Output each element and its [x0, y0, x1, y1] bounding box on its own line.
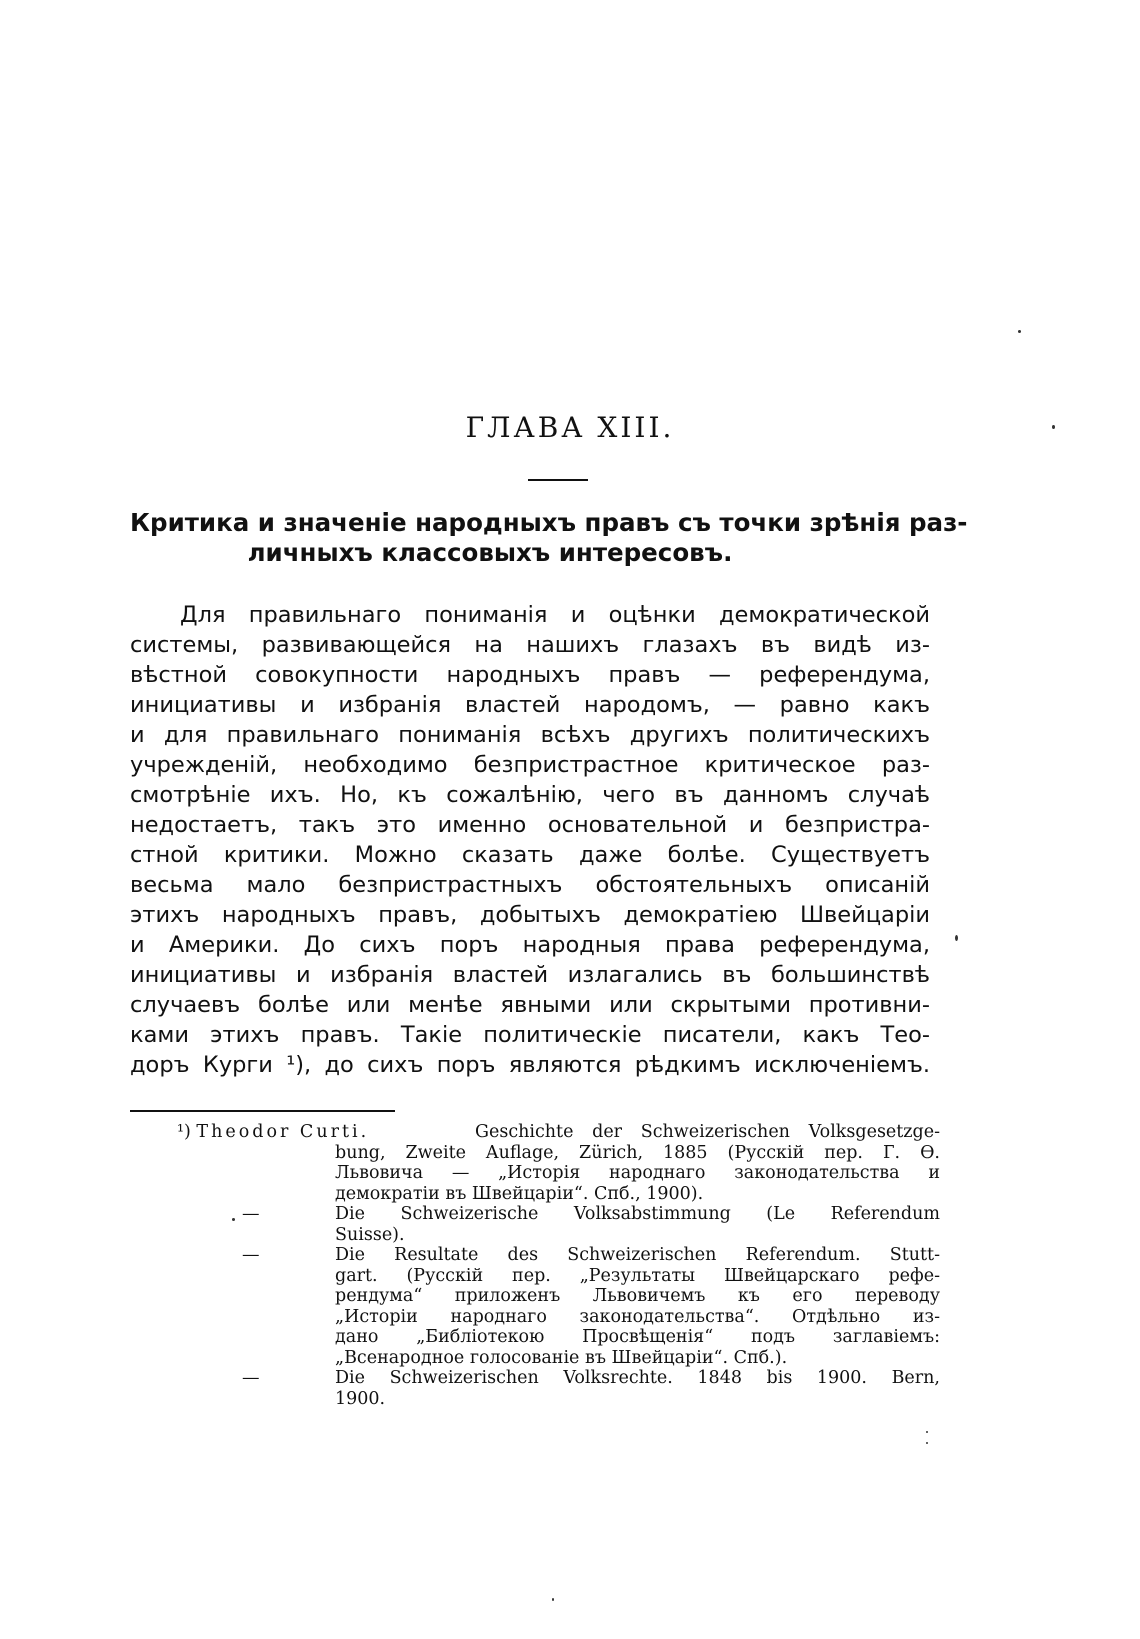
footnote-line: gart. (Русскій пер. „Результаты Швейцарскаго рефе- — [335, 1265, 940, 1286]
footnote-author: Theodor Curti. — [196, 1122, 370, 1142]
body-paragraph — [130, 600, 930, 1080]
scan-speck — [955, 935, 958, 941]
footnote-line: Suisse). — [335, 1224, 405, 1245]
footnote-dash: — — [242, 1245, 260, 1265]
footnote-text — [335, 1204, 940, 1245]
body-line: недостаетъ, такъ это именно основательной и безпристра- — [130, 812, 930, 838]
body-line: Для правильнаго пониманія и оцѣнки демократической — [180, 602, 930, 628]
body-line: доръ Курги ¹), до сихъ поръ являются рѣдкимъ исключеніемъ. — [130, 1052, 930, 1078]
footnote-line: рендума“ приложенъ Львовичемъ къ его переводу — [335, 1286, 940, 1306]
footnote-divider — [130, 1110, 395, 1112]
scan-speck — [926, 1431, 928, 1433]
scan-speck — [552, 1598, 554, 1601]
footnote-entry — [130, 1204, 940, 1245]
body-line: инициативы и избранія властей излагались въ большинствѣ — [130, 962, 930, 988]
footnote-dash: — — [242, 1204, 260, 1224]
footnote-line: Die Schweizerischen Volksrechte. 1848 bis 1900. Bern, — [335, 1368, 940, 1388]
body-line: этихъ народныхъ правъ, добытыхъ демократіею Швейцаріи — [130, 902, 930, 928]
scan-speck — [1018, 330, 1021, 333]
footnote-line: Die Resultate des Schweizerischen Referendum. Stutt- — [335, 1245, 940, 1265]
footnote-dash: — — [242, 1368, 260, 1388]
footnote-text — [335, 1245, 940, 1368]
body-line: ками этихъ правъ. Такіе политическіе писатели, какъ Тео- — [130, 1022, 930, 1048]
footnote-line: Geschichte der Schweizerischen Volksgesetzge- — [475, 1122, 940, 1142]
footnote-line: дано „Библіотекою Просвѣщенія“ подъ заглавіемъ: — [335, 1327, 940, 1347]
body-line: смотрѣніе ихъ. Но, къ сожалѣнію, чего въ данномъ случаѣ — [130, 782, 930, 808]
body-line: инициативы и избранія властей народомъ, — равно какъ — [130, 692, 930, 718]
footnote-line: „Исторіи народнаго законодательства“. Отдѣльно из- — [335, 1306, 940, 1327]
footnote-text — [335, 1143, 940, 1205]
footnote-lead — [177, 1122, 369, 1143]
heading-line-1: Критика и значеніе народныхъ правъ съ точки зрѣнія раз- — [130, 508, 968, 537]
footnote-line: 1900. — [335, 1388, 386, 1409]
body-line: и Америки. До сихъ поръ народныя права референдума, — [130, 932, 930, 958]
footnote-entry — [130, 1122, 940, 1204]
body-line: системы, развивающейся на нашихъ глазахъ въ видѣ из- — [130, 632, 930, 658]
scan-speck — [232, 1218, 235, 1221]
footnote-marker: ¹) — [177, 1122, 191, 1142]
footnote-entry — [130, 1368, 940, 1409]
footnote-text — [335, 1368, 940, 1409]
heading-line-2: личныхъ классовыхъ интересовъ. — [247, 538, 733, 567]
footnote-line: „Всенародное голосованіе въ Швейцаріи“. Спб.). — [335, 1347, 788, 1368]
body-line: учрежденій, необходимо безпристрастное критическое раз- — [130, 752, 930, 778]
body-line: и для правильнаго пониманія всѣхъ другихъ политическихъ — [130, 722, 930, 748]
footnote-entry — [130, 1245, 940, 1368]
title-divider — [528, 479, 588, 481]
footnote-line: Die Schweizerische Volksabstimmung (Le Referendum — [335, 1204, 940, 1224]
body-line: вѣстной совокупности народныхъ правъ — референдума, — [130, 662, 930, 688]
footnote-line: Львовича — „Исторія народнаго законодательства и — [335, 1163, 940, 1183]
body-line: случаевъ болѣе или менѣе явными или скрытыми противни- — [130, 992, 930, 1018]
footnotes — [130, 1122, 940, 1409]
footnote-line: bung, Zweite Auflage, Zürich, 1885 (Русскій пер. Г. Ѳ. — [335, 1142, 940, 1163]
chapter-title: ГЛАВА XIII. — [465, 411, 675, 444]
body-line: стной критики. Можно сказать даже болѣе. Существуетъ — [130, 842, 930, 868]
body-line: весьма мало безпристрастныхъ обстоятельныхъ описаній — [130, 872, 930, 898]
scan-speck — [1052, 425, 1055, 429]
chapter-heading — [130, 505, 968, 570]
scan-speck — [926, 1442, 928, 1444]
footnote-line: демократіи въ Швейцаріи“. Спб., 1900). — [335, 1183, 704, 1204]
